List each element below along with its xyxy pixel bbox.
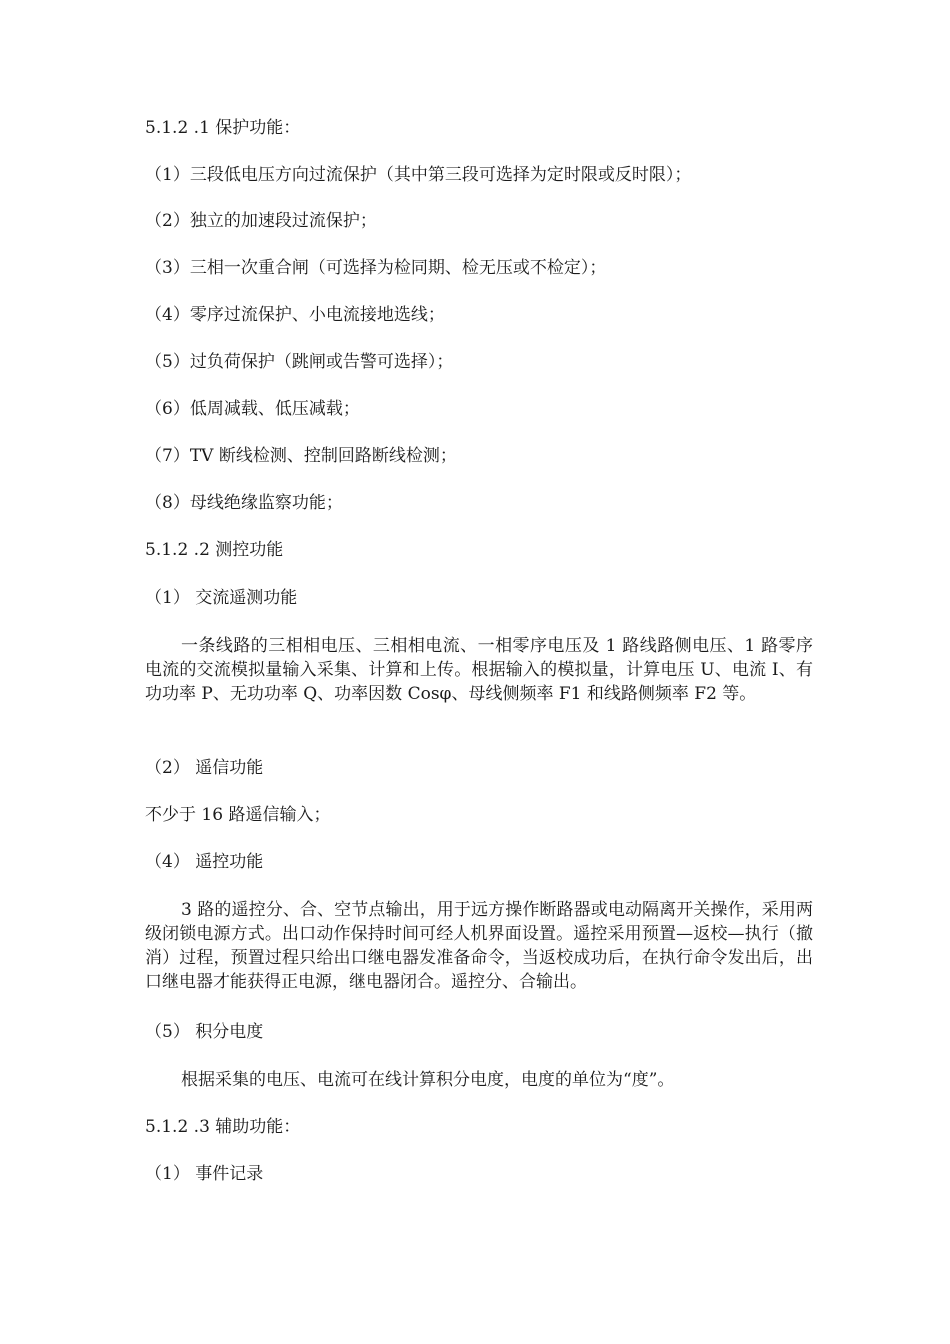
paragraph-telesignal: 不少于 16 路遥信输入； [145, 805, 331, 825]
subsection-title-event-record: （1） 事件记录 [145, 1164, 264, 1184]
subsection-title-remote-control: （4） 遥控功能 [145, 852, 264, 872]
list-item: （5）过负荷保护（跳闸或告警可选择）； [145, 352, 454, 372]
paragraph-remote-control: 3 路的遥控分、合、空节点输出，用于远方操作断路器或电动隔离开关操作，采用两级闭锁电源方式。出口动作保持时间可经人机界面设置。遥控采用预置—返校—执行（撤消）过程，预置过程只给出口继电器发准备命令，当返校成功后，在执行命令发出后，出口继电器才能获得正电源，继电器闭合。遥控分、合输出。 [145, 900, 813, 992]
subsection-title-telesignal: （2） 遥信功能 [145, 758, 264, 778]
subsection-title-ac-telemetry: （1） 交流遥测功能 [145, 588, 298, 608]
section-heading-auxiliary: 5.1.2 .3 辅助功能： [145, 1117, 301, 1137]
list-item: （1）三段低电压方向过流保护（其中第三段可选择为定时限或反时限）； [145, 165, 692, 185]
paragraph-energy: 根据采集的电压、电流可在线计算积分电度，电度的单位为“度”。 [181, 1070, 675, 1090]
section-heading-protection: 5.1.2 .1 保护功能： [145, 118, 301, 138]
list-item: （4）零序过流保护、小电流接地选线； [145, 305, 445, 325]
list-item: （3）三相一次重合闸（可选择为检同期、检无压或不检定）； [145, 258, 607, 278]
list-item: （6）低周减载、低压减载； [145, 399, 360, 419]
subsection-title-energy: （5） 积分电度 [145, 1022, 264, 1042]
list-item: （8）母线绝缘监察功能； [145, 493, 343, 513]
paragraph-ac-telemetry: 一条线路的三相相电压、三相相电流、一相零序电压及 1 路线路侧电压、1 路零序电流的交流模拟量输入采集、计算和上传。根据输入的模拟量，计算电压 U、电流 I、有功功率 P、无功功率 Q、功率因数 Cosφ、母线侧频率 F1 和线路侧频率 F2 等。 [145, 636, 813, 704]
list-item: （7）TV 断线检测、控制回路断线检测； [145, 446, 457, 466]
list-item: （2）独立的加速段过流保护； [145, 211, 377, 231]
section-heading-measure-control: 5.1.2 .2 测控功能 [145, 540, 284, 560]
